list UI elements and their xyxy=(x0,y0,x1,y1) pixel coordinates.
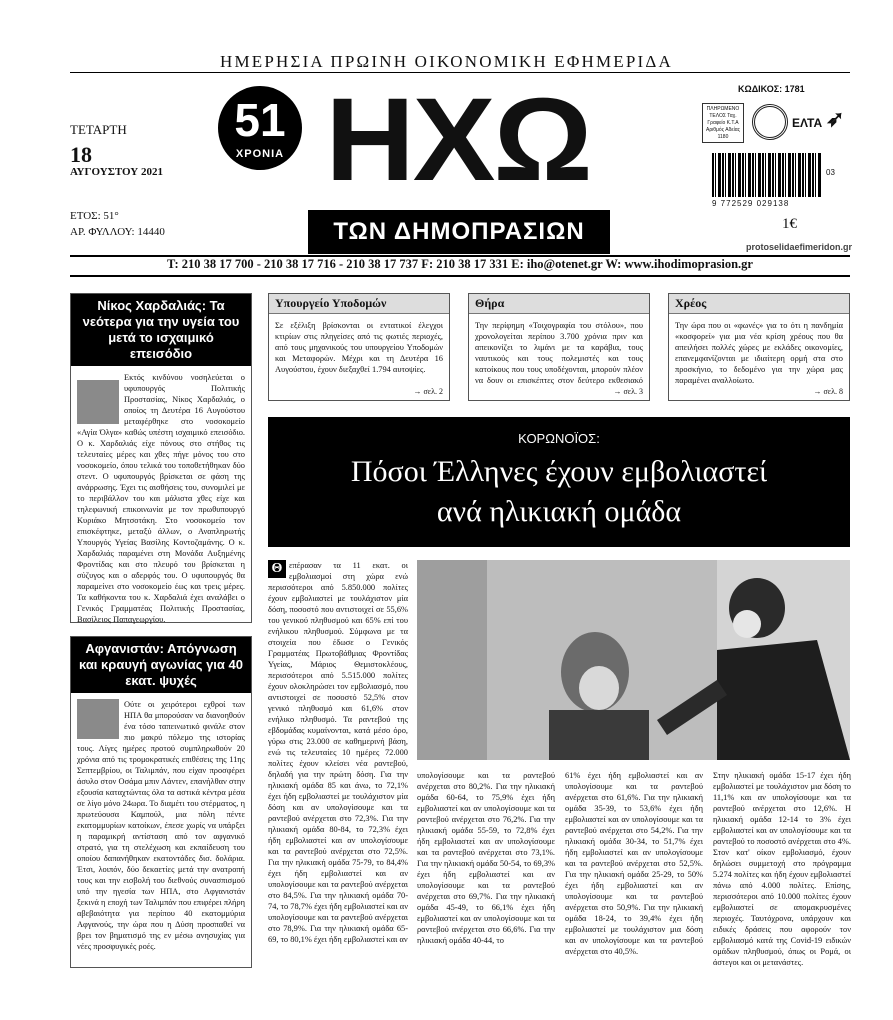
story-body xyxy=(71,693,251,975)
teaser-text: Σε εξέλιξη βρίσκονται οι εντατικοί έλεγχοι κτιρίων στις πληγείσες από τις φωτιές περιοχές, από τους μηχανικούς του υπουργείου Υποδομών και Μεταφορών. Μέχρι και τη Δευτέρα 16 Αυγούστου, έχουν διεξαχθεί 1.794 αυτοψίες. xyxy=(275,321,443,374)
teaser-head: Χρέος xyxy=(669,294,849,314)
top-rule xyxy=(70,72,850,73)
story-text: Εκτός κινδύνου νοσηλεύεται ο υφυπουργός Πολιτικής Προστασίας, Νίκος Χαρδαλιάς, ο οποίος τη Δευτέρα 16 Αυγούστου μεταφέρθηκε στο νοσοκομείο «Αγία Όλγα» καθώς υπέστη ισχαιμικό επεισόδιο. Ο κ. Χαρδαλιάς είχε πόνους στο στήθος τις τελευταίες μέρες και χθες πήγε μόνος του στο νοσοκομείο, όπου τελικά του τοποθετήθηκαν δύο στεντ. Ο υφυπουργός βρίσκεται σε φάση της ανάρρωσης. Έχει τις αισθήσεις του, συνομιλεί με το περιβάλλον του και μάλιστα χθες είχε και τηλεφωνική επικοινωνία με τον πρωθυπουργό Κυριάκο Μητσοτάκη. Στο νοσοκομείο τον επισκέφτηκε, μεταξύ άλλων, ο Αναπληρωτής Υπουργός Υγείας Βασίλης Κοντοζαμάνης. Ο κ. Χαρδαλιάς παραμένει στη Μονάδα Αυξημένης Φροντίδας και στο πλευρό του βρίσκεται η σύζυγος και ο αδερφός του. Ο υφυπουργός θα παραμείνει στο νοσοκομείο έως και τρεις μέρες. Τα καθήκοντα του κ. Χαρδαλιά έχει αναλάβει ο Γενικός Γραμματέας Πολιτικής Προστασίας, Βασίλειος Παπαγεωργίου. xyxy=(77,373,245,624)
date-day: 18 xyxy=(70,142,92,167)
story-body xyxy=(71,366,251,646)
newspaper-logo: ΗΧΩ xyxy=(325,74,591,206)
bird-icon: ➶ xyxy=(826,106,845,131)
article-column-2: υπολογίσουμε και τα ραντεβού ανέρχεται στο 80,2%. Για την ηλικιακή ομάδα 60-64, το 75,9% έχει ήδη εμβολιαστεί και αν υπολογίσουμε και τα ραντεβού ανέρχεται στο 76,2%. Για την ηλικιακή ομάδα 55-59, το 72,8% έχει ήδη εμβολιαστεί και αν υπολογίσουμε και τα ραντεβού ανέρχεται στο 73,1%. Για την ηλικιακή ομάδα 50-54, το 69,3% έχει ήδη εμβολιαστεί και αν υπολογίσουμε και τα ραντεβού ανέρχεται στο 69,7%. Για την ηλικιακή ομάδα 45-49, το 66,1% έχει ήδη εμβολιαστεί και αν υπολογίσουμε και τα ραντεβού ανέρχεται στο 66,6%. Για την ηλικιακή ομάδα 40-44, το xyxy=(417,771,555,945)
issue-label: ΑΡ. ΦΥΛΛΟΥ: 14440 xyxy=(70,226,165,238)
vaccination-illustration xyxy=(417,560,850,760)
teaser-text: Την ώρα που οι «φωνές» για το ότι η πανδημία «κοσφορεί» για μια νέα κρίση χρέους που θα απειλήσει πολλές χώρες με εκλάδες οικονομίες, επανεμφανίζονται με ιδιαίτερη ορμή στα στο προσκήνιο, το δεδομένο για την χώρα μας παραμένει αναλλοίωτο. xyxy=(675,321,843,385)
article-column-4: Στην ηλικιακή ομάδα 15-17 έχει ήδη εμβολιαστεί με τουλάχιστον μια δόση το 11,1% και αν υπολογίσουμε και τα ραντεβού ανέρχεται στο 12,6%. Η ηλικιακή ομάδα 12-14 το 3% έχει εμβολιαστεί και αν υπολογίσουμε και τα ραντεβού το ποσοστό ανέρχεται στο 4%. Στον κατ' οίκον εμβολιασμό, έχουν δηλώσει συμμετοχή στο πρόγραμμα 5.274 πολίτες και ήδη έχουν εμβολιαστεί πάνω από 4.000 πολίτες. Επίσης, περισσότεροι από 10.000 πολίτες έχουν εμβολιαστεί σε απομακρυσμένες περιοχές. Ταυτόχρονα, υπάρχουν και ειδικές δράσεις που αφορούν τον εμβολιασμό κατά της Covid-19 ειδικών ομάδων πληθυσμού, όπως οι Ρομά, οι άστεγοι και οι μετανάστες. xyxy=(713,771,851,967)
tagline: ΗΜΕΡΗΣΙΑ ΠΡΩΙΝΗ ΟΙΚΟΝΟΜΙΚΗ ΕΦΗΜΕΡΙΔΑ xyxy=(219,52,674,71)
story-title: Αφγανιστάν: Απόγνωση και κραυγή αγωνίας για 40 εκατ. ψυχές xyxy=(71,637,251,693)
elta-label: ΕΛΤΑ xyxy=(792,116,823,130)
year-label: ΕΤΟΣ: 51° xyxy=(70,210,119,222)
afghanistan-photo xyxy=(77,699,119,739)
teaser-page: → σελ. 2 xyxy=(413,387,443,396)
story-title: Νίκος Χαρδαλιάς: Τα νεότερα για την υγεία του μετά το ισχαιμικό επεισόδιο xyxy=(71,294,251,366)
source-watermark: protoselidaefimeridon.gr xyxy=(746,242,853,252)
date-month: ΑΥΓΟΥΣΤΟΥ 2021 xyxy=(70,166,163,178)
price: 1€ xyxy=(782,216,797,232)
teaser-page: → σελ. 3 xyxy=(613,387,643,396)
teaser-debt xyxy=(668,293,850,401)
headline-line-1: Πόσοι Έλληνες έχουν εμβολιαστεί xyxy=(350,455,768,488)
teaser-thira xyxy=(468,293,650,401)
anniversary-number: 51 xyxy=(234,94,286,146)
barcode-number: 9 772529 029138 xyxy=(712,199,790,208)
logo-subtitle: ΤΩΝ ΔΗΜΟΠΡΑΣΙΩΝ xyxy=(308,210,610,254)
sidebar-story-afghanistan xyxy=(70,636,252,968)
contact-line: T: 210 38 17 700 - 210 38 17 716 - 210 38 17 737 F: 210 38 17 331 E: iho@otenet.gr W: www.ihodimoprasion.gr xyxy=(167,257,753,271)
article-column-3: 61% έχει ήδη εμβολιαστεί και αν υπολογίσουμε και τα ραντεβού ανέρχεται στο 61,6%. Για την ηλικιακή ομάδα 35-39, το 53,6% έχει ήδη εμβολιαστεί και αν υπολογίσουμε και τα ραντεβού ανέρχεται στο 54,2%. Για την ηλικιακή ομάδα 30-34, το 51,7% έχει ήδη εμβολιαστεί και αν υπολογίσουμε και τα ραντεβού ανέρχεται στο 52,5%. Για την ηλικιακή ομάδα 25-29, το 50% έχει ήδη εμβολιαστεί και αν υπολογίσουμε και τα ραντεβού ανέρχεται στο 50,9%. Για την ηλικιακή ομάδα 18-24, το 39,4% έχει ήδη εμβολιαστεί με τουλάχιστον μια δόση και αν υπολογίσουμε και τα ραντεβού ανέρχεται στο 40,5%. xyxy=(565,771,703,956)
teaser-text: Την περίφημη «Τοιχογραφία του στόλου», που χρονολογείται περίπου 3.700 χρόνια πριν και απεικονίζει το λιμάνι με τα καράβια, τους ναυτικούς και τους πολεμιστές και τους κατοίκους που τους υποδέχονται, μπορούν πλέον να δουν οι επισκέπτες στον δεύτερο εκθεσιακό xyxy=(475,321,643,385)
barcode-suffix: 03 xyxy=(826,168,835,177)
anniversary-label: ΧΡΟΝΙΑ xyxy=(235,148,285,160)
drop-cap: Θ xyxy=(268,560,286,578)
teaser-page: → σελ. 8 xyxy=(813,387,843,396)
product-code: ΚΩΔΙΚΟΣ: 1781 xyxy=(738,84,805,94)
headline-line-2: ανά ηλικιακή ομάδα xyxy=(436,495,682,528)
sidebar-story-hardalias xyxy=(70,293,252,623)
story-text: Ούτε οι χειρότεροι εχθροί των ΗΠΑ θα μπορούσαν να διανοηθούν ένα τόσο ταπεινωτικό φινάλε στον πιο μακρύ πόλεμο της ιστορίας τους. Λίγες ημέρες προτού συμπληρωθούν 20 χρόνια από τις τρομοκρατικές επιθέσεις της 11ης Σεπτεμβρίου, οι Ταλιμπάν, που είχαν προσφέρει άσυλο στον Οσάμα μπιν Λάντεν, επανήλθαν στην εξουσία καταχτώντας όλα τα αστικά κέντρα μέσα σε λίγο μόνο 24ωρα. Το διαμέτι του στέρματος, η πρωτεύουσα Καμπούλ, μια πόλη πέντε εκατομμυρίων κατοίκων, έπεσε χωρίς να υπάρξει η παραμικρή αντίσταση από τον αφγανικό στρατό, για τη στελέχωση και εκπαίδευση του οποίου δαπανήθηκαν εκατοντάδες δισ. δολάρια. Έτσι, λοιπόν, δύο δεκαετίες μετά την ανατροπή τους και την εισβολή του διεθνούς συνασπισμού υπό την ηγεσία των ΗΠΑ, στο Αφγανιστάν ξεκινά η εποχή των Ταλιμπάν που επιφέρει πλήρη αβεβαιότητα για περίπου 40 εκατομμύρια Αφγανούς, την ώρα που η Δύση προσπαθεί να βρει τον βηματισμό της εν μέσω ανησυχίας για νέες προσφυγικές ροές. xyxy=(77,700,245,951)
headline-kicker: ΚΟΡΩΝΟΪΟΣ: xyxy=(518,431,600,446)
portrait-photo xyxy=(77,380,119,424)
contact-rule-bottom xyxy=(70,275,850,277)
barcode-icon xyxy=(712,153,822,197)
teaser-head: Θήρα xyxy=(469,294,649,314)
postage-stamp: ΠΛΗΡΩΜΕΝΟ ΤΕΛΟΣ Ταχ. Γραφείο Κ.Τ.Α Αριθμός Αδείας 1180 xyxy=(702,103,744,143)
elta-logo xyxy=(792,104,848,140)
weekday: ΤΕΤΑΡΤΗ xyxy=(70,122,127,137)
article-column-1 xyxy=(268,560,408,1010)
teaser-head: Υπουργείο Υποδομών xyxy=(269,294,449,314)
vaccination-photo xyxy=(417,560,850,760)
certification-seal-icon xyxy=(752,104,788,140)
main-headline-banner xyxy=(268,417,850,547)
article-text: επέρασαν τα 11 εκατ. οι εμβολιασμοί στη χώρα ενώ περισσότεροι από 5.850.000 πολίτες έχουν εμβολιαστεί με τουλάχιστον μία δόση, ποσοστό που αντιστοιχεί σε 55,6% του γενικού πληθυσμού και 65% επί του ενήλικου πληθυσμού. Σύμφωνα με τα στοιχεία που έδωσε ο Γενικός Γραμματέας Πρωτοβάθμιας Φροντίδας Υγείας, Μάριος Θεμιστοκλέους, περισσότεροι από 5.515.000 πολίτες έχουν ολοκληρώσει τον εμβολιασμό, που αντιστοιχεί σε ποσοστό 52,5% στον γενικό πληθυσμό και 61,6% στον ενήλικο πληθυσμό. Τα ραντεβού της εβδομάδας κυμαίνονται, κατά μέσο όρο, γύρω στις 23.000 σε καθημερινή βάση, ενώ τις τελευταίες 10 ημέρες 72.000 πολίτες έχουν κλείσει νέα ραντεβού, δηλαδή για την πρώτη δόση. Για την ηλικιακή ομάδα 85 και άνω, το 72,1% έχει ήδη εμβολιαστεί με τουλάχιστον μία δόση και αν υπολογίσουμε και τα ραντεβού ανέρχεται στο 72,3%. Για την ηλικιακή ομάδα 80-84, το 72,3% έχει ήδη εμβολιαστεί και αν υπολογίσουμε και τα ραντεβού ανέρχεται στο 72,5%. Για την ηλικιακή ομάδα 75-79, το 84,4% έχει ήδη εμβολιαστεί και αν υπολογίσουμε και τα ραντεβού ανέρχεται στο 84,5%. Για την ηλικιακή ομάδα 70-74, το 78,7% έχει ήδη εμβολιαστεί και αν υπολογίσουμε και τα ραντεβού ανέρχεται στο 78,9%. Για την ηλικιακή ομάδα 65-69, το 80,1% έχει ήδη εμβολιαστεί και αν xyxy=(268,561,408,944)
teaser-infrastructure xyxy=(268,293,450,401)
